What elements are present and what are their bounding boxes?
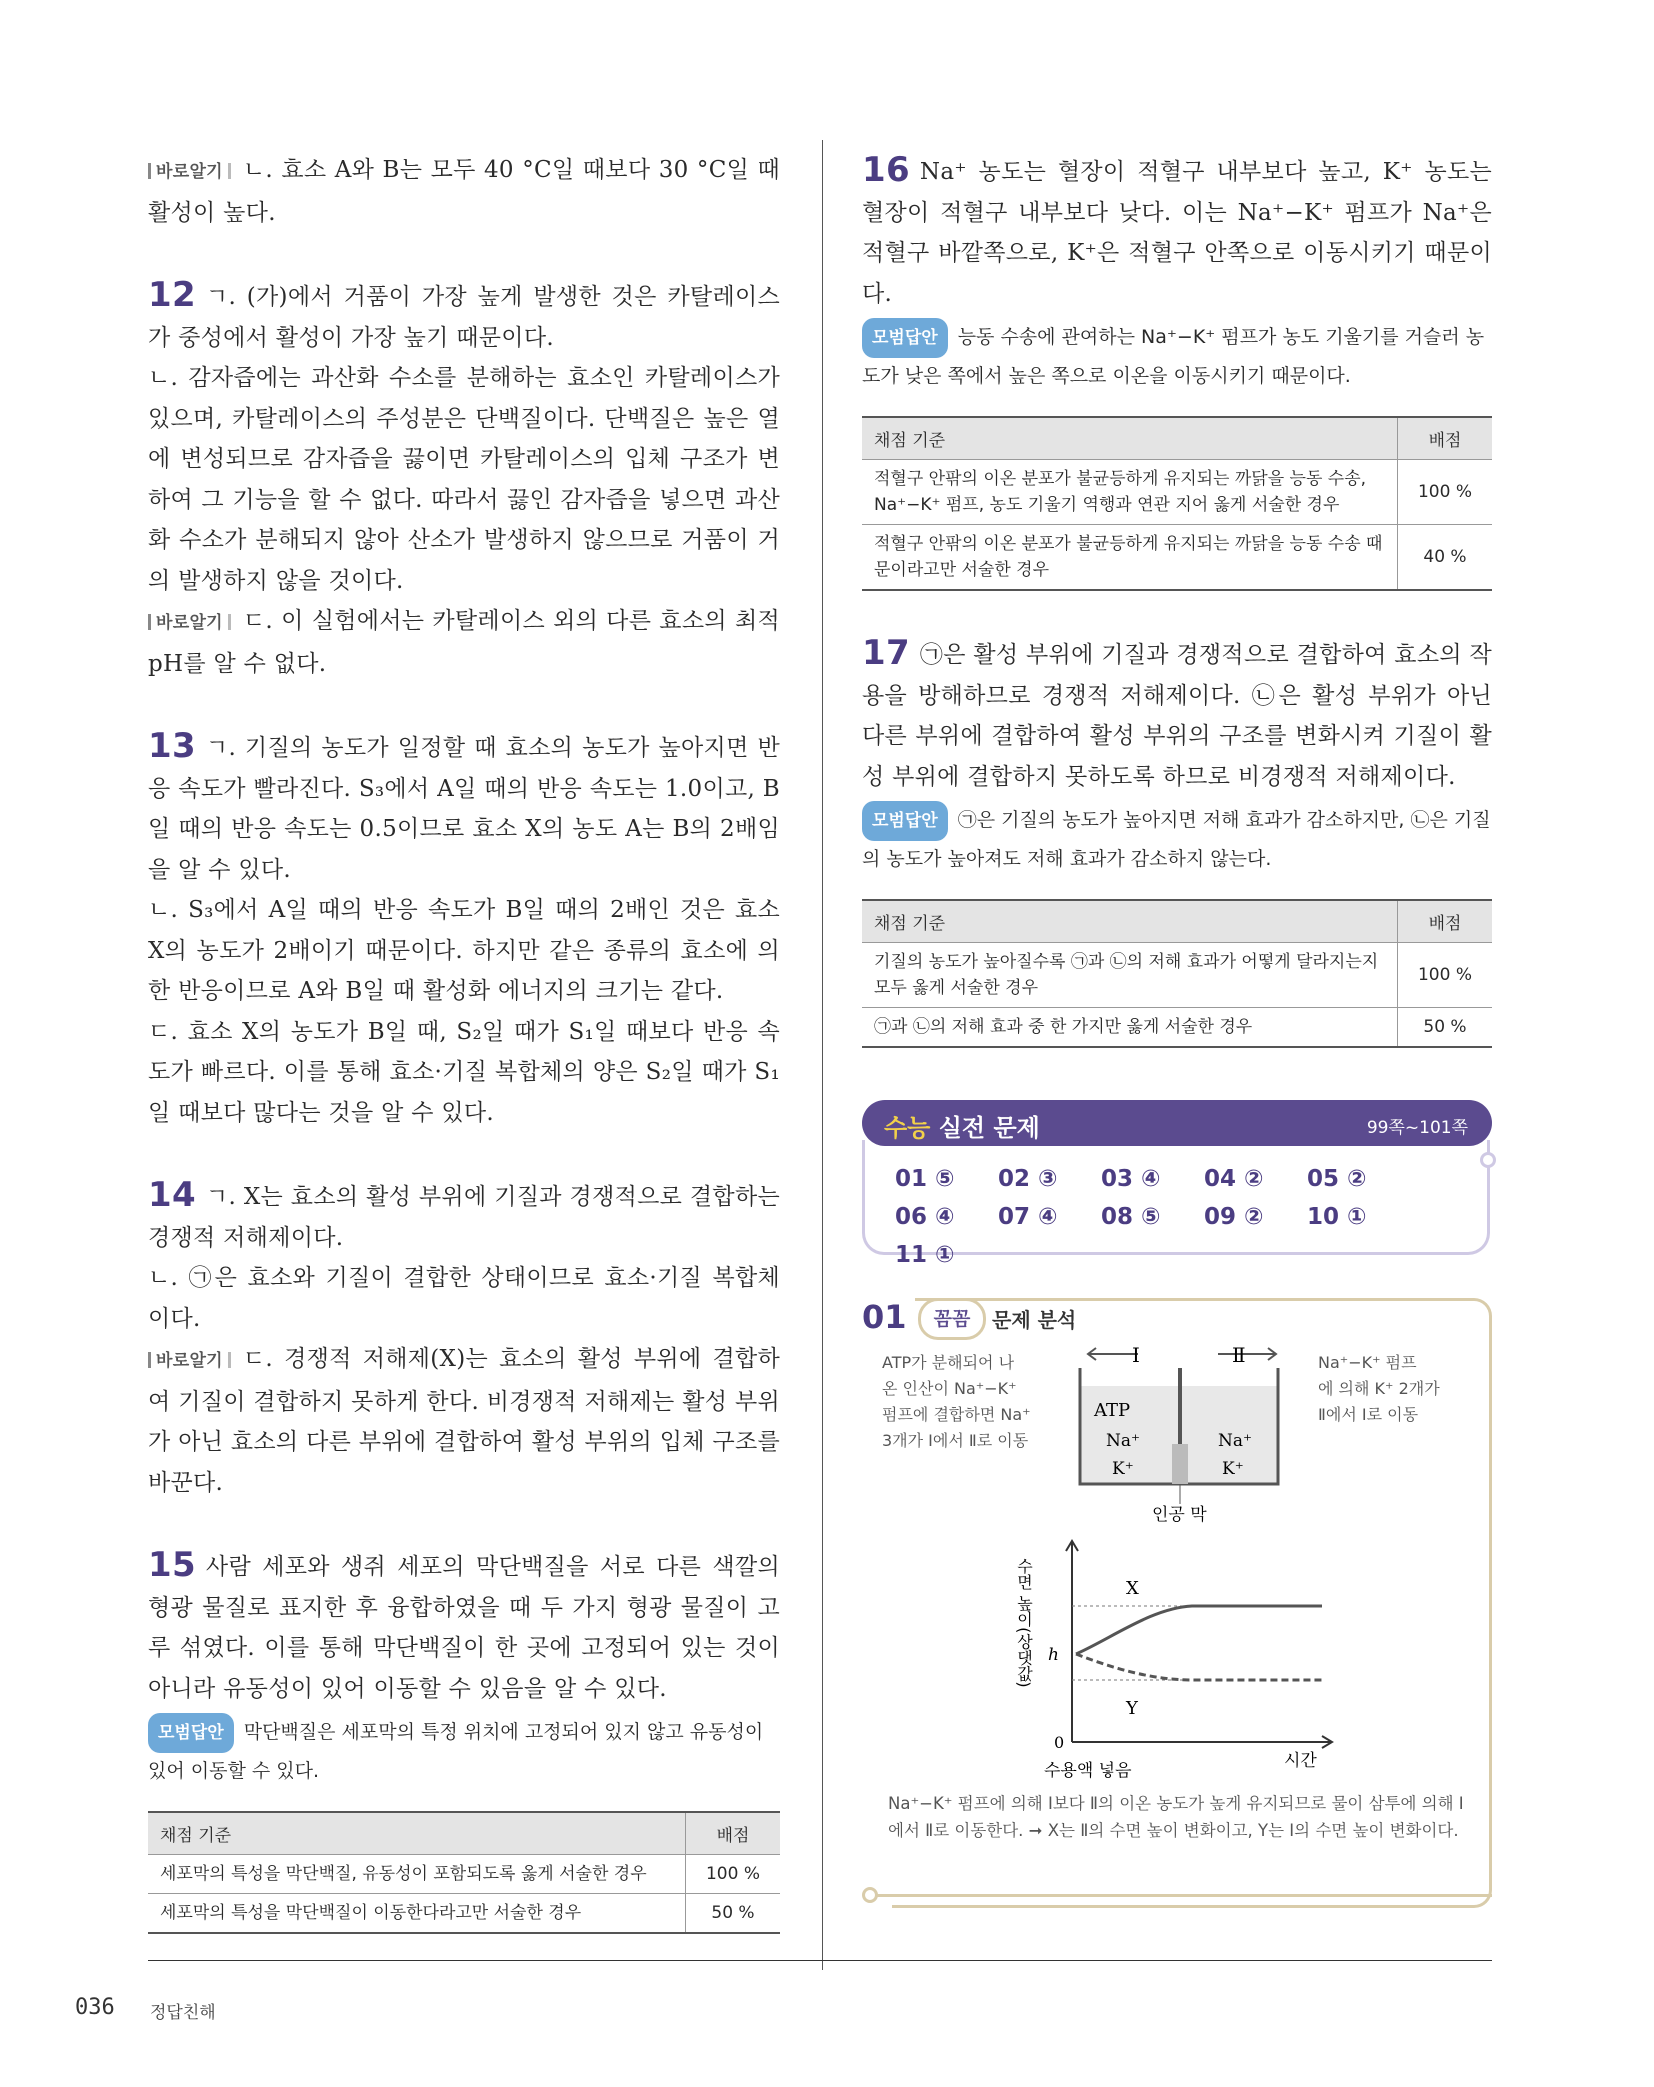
table-row xyxy=(862,460,1492,525)
page-number: 036 xyxy=(75,1995,115,2020)
table-header-points: 배점 xyxy=(686,1812,781,1855)
note-line: 에 의해 K⁺ 2개가 xyxy=(1318,1379,1440,1398)
right-column xyxy=(862,150,1492,1090)
q15-scoring-table xyxy=(148,1811,780,1934)
box-knob-icon xyxy=(1480,1152,1496,1168)
answer-item: 04 ② xyxy=(1204,1166,1264,1192)
x-axis-label: 시간 xyxy=(1284,1751,1317,1771)
side-II-label: Ⅱ xyxy=(1232,1343,1246,1367)
table-cell: 50 % xyxy=(686,1894,781,1934)
footer-title: 정답친해 xyxy=(150,2003,216,2023)
q13-number: 13 xyxy=(148,726,196,766)
barro-badge: 바로알기 xyxy=(148,603,237,644)
q12-line-1: ㄱ. (가)에서 거품이 가장 높게 발생한 것은 카탈레이스가 중성에서 활성이 가장 높기 때문이다. xyxy=(148,284,780,351)
answer-item: 08 ⑤ xyxy=(1101,1204,1161,1230)
table-cell: 100 % xyxy=(686,1855,781,1894)
table-row xyxy=(862,943,1492,1008)
table-header-points: 배점 xyxy=(1398,417,1493,460)
analysis-section-01 xyxy=(862,1298,1492,1918)
table-cell: 기질의 농도가 높아질수록 ㉠과 ㉡의 저해 효과가 어떻게 달라지는지 모두 옳게 서술한 경우 xyxy=(862,943,1398,1008)
side-I-label: Ⅰ xyxy=(1132,1343,1140,1367)
q16-text: Na⁺ 농도는 혈장이 적혈구 내부보다 높고, K⁺ 농도는 혈장이 적혈구 내부보다 낮다. 이는 Na⁺−K⁺ 펌프가 Na⁺은 적혈구 바깥쪽으로, K⁺은 적혈구 안쪽으로 이동시키기 때문이다. xyxy=(862,159,1492,307)
curve-Y xyxy=(1076,1654,1322,1680)
q17 xyxy=(862,633,1492,1048)
analysis-explanation: Na⁺−K⁺ 펌프에 의해 Ⅰ보다 Ⅱ의 이온 농도가 높게 유지되므로 물이 삼투에 의해 Ⅰ에서 Ⅱ로 이동한다. ➞ X는 Ⅱ의 수면 높이 변화이고, Y는 Ⅰ의 수면 높이 변화이다. xyxy=(888,1794,1464,1840)
q17-number: 17 xyxy=(862,633,910,673)
q12-barro-text: ㄷ. 이 실험에서는 카탈레이스 외의 다른 효소의 최적 pH를 알 수 없다. xyxy=(148,608,780,677)
q15 xyxy=(148,1545,780,1934)
curve-X xyxy=(1076,1606,1322,1654)
answer-key-box xyxy=(862,1140,1490,1268)
q14 xyxy=(148,1175,780,1503)
q17-scoring-table xyxy=(862,899,1492,1048)
atp-label: ATP xyxy=(1094,1400,1131,1421)
q17-text: ㉠은 활성 부위에 기질과 경쟁적으로 결합하여 효소의 작용을 방해하므로 경쟁적 저해제이다. ㉡은 활성 부위가 아닌 다른 부위에 결합하여 활성 부위의 구조를 변화시켜 기질이 활성 부위에 결합하지 못하도록 하므로 비경쟁적 저해제이다. xyxy=(862,642,1492,790)
q11-text: ㄴ. 효소 A와 B는 모두 40 °C일 때보다 30 °C일 때 활성이 높다. xyxy=(148,157,780,226)
frame-knob-icon xyxy=(862,1887,878,1903)
column-divider xyxy=(822,140,823,1970)
answer-item: 07 ④ xyxy=(998,1204,1058,1230)
membrane-label: 인공 막 xyxy=(1152,1505,1207,1525)
na-label-right: Na⁺ xyxy=(1218,1431,1252,1451)
suneung-pages: 99쪽~101쪽 xyxy=(1366,1118,1468,1138)
answer-item: 05 ② xyxy=(1307,1166,1367,1192)
table-row xyxy=(862,1008,1492,1048)
analysis-number: 01 xyxy=(862,1298,915,1336)
table-header-points: 배점 xyxy=(1398,900,1493,943)
membrane-pump-icon xyxy=(1172,1444,1188,1484)
table-cell: 세포막의 특성을 막단백질, 유동성이 포함되도록 옳게 서술한 경우 xyxy=(148,1855,686,1894)
x-note-label: 수용액 넣음 xyxy=(1044,1761,1132,1781)
barro-badge: 바로알기 xyxy=(148,152,237,193)
table-row xyxy=(148,1894,780,1934)
q15-number: 15 xyxy=(148,1545,196,1585)
table-header-criteria: 채점 기준 xyxy=(148,1812,686,1855)
table-cell: 40 % xyxy=(1398,525,1493,591)
answer-item: 02 ③ xyxy=(998,1166,1058,1192)
q16-model-answer: 능동 수송에 관여하는 Na⁺−K⁺ 펌프가 농도 기울기를 거슬러 농도가 낮은 쪽에서 높은 쪽으로 이온을 이동시키기 때문이다. xyxy=(862,326,1485,387)
analysis-title: 문제 분석 xyxy=(992,1304,1082,1333)
answer-item: 11 ① xyxy=(895,1242,955,1268)
suneung-title-b: 실전 문제 xyxy=(938,1114,1040,1142)
h-label: h xyxy=(1048,1645,1059,1665)
table-cell: 50 % xyxy=(1398,1008,1493,1048)
q13-line-1: ㄱ. 기질의 농도가 일정할 때 효소의 농도가 높아지면 반응 속도가 빨라진다. S₃에서 A일 때의 반응 속도는 1.0이고, B일 때의 반응 속도는 0.5이므로 효소 X의 농도 A는 B의 2배임을 알 수 있다. xyxy=(148,735,780,883)
table-cell: 적혈구 안팎의 이온 분포가 불균등하게 유지되는 까닭을 능동 수송 때문이라고만 서술한 경우 xyxy=(862,525,1398,591)
q16-number: 16 xyxy=(862,150,910,190)
q12-line-2: ㄴ. 감자즙에는 과산화 수소를 분해하는 효소인 카탈레이스가 있으며, 카탈레이스의 주성분은 단백질이다. 단백질은 높은 열에 변성되므로 감자즙을 끓이면 카탈레이스의 입체 구조가 변하여 그 기능을 할 수 없다. 따라서 끓인 감자즙을 넣으면 과산화 수소가 분해되지 않아 산소가 발생하지 않으므로 거품이 거의 발생하지 않을 것이다. xyxy=(148,365,780,594)
analysis-frame-bottom xyxy=(872,1894,1492,1897)
table-row xyxy=(862,525,1492,591)
table-header-criteria: 채점 기준 xyxy=(862,417,1398,460)
kkomkkom-tag: 꼼꼼 xyxy=(918,1298,986,1340)
q13 xyxy=(148,726,780,1133)
q16 xyxy=(862,150,1492,591)
note-line: Ⅱ에서 Ⅰ로 이동 xyxy=(1318,1405,1419,1424)
answer-item: 09 ② xyxy=(1204,1204,1264,1230)
table-cell: 100 % xyxy=(1398,943,1493,1008)
table-cell: 적혈구 안팎의 이온 분포가 불균등하게 유지되는 까닭을 능동 수송, Na⁺−K⁺ 펌프, 농도 기울기 역행과 연관 지어 옳게 서술한 경우 xyxy=(862,460,1398,525)
q15-text: 사람 세포와 생쥐 세포의 막단백질을 서로 다른 색깔의 형광 물질로 표지한 후 융합하였을 때 두 가지 형광 물질이 고루 섞였다. 이를 통해 막단백질이 한 곳에 고정되어 있는 것이 아니라 유동성이 있어 이동할 수 있음을 알 수 있다. xyxy=(148,1554,780,1702)
note-line: 3개가 Ⅰ에서 Ⅱ로 이동 xyxy=(882,1431,1029,1450)
curve-Y-label: Y xyxy=(1126,1698,1138,1719)
pump-diagram xyxy=(862,1338,1492,1838)
note-line: Na⁺−K⁺ 펌프 xyxy=(1318,1353,1417,1372)
table-cell: 100 % xyxy=(1398,460,1493,525)
note-line: 온 인산이 Na⁺−K⁺ xyxy=(882,1379,1017,1398)
q14-number: 14 xyxy=(148,1175,196,1215)
note-line: 펌프에 결합하면 Na⁺ xyxy=(882,1405,1031,1424)
answer-item: 10 ① xyxy=(1307,1204,1367,1230)
q17-model-answer: ㉠은 기질의 농도가 높아지면 저해 효과가 감소하지만, ㉡은 기질의 농도가 높아져도 저해 효과가 감소하지 않는다. xyxy=(862,809,1491,870)
table-header-criteria: 채점 기준 xyxy=(862,900,1398,943)
table-cell: 세포막의 특성을 막단백질이 이동한다라고만 서술한 경우 xyxy=(148,1894,686,1934)
q11-continued xyxy=(148,150,780,233)
answer-grid xyxy=(895,1160,1485,1274)
table-row xyxy=(148,1855,780,1894)
q13-line-2: ㄴ. S₃에서 A일 때의 반응 속도가 B일 때의 2배인 것은 효소 X의 농도가 2배이기 때문이다. 하지만 같은 종류의 효소에 의한 반응이므로 A와 B일 때 활성화 에너지의 크기는 같다. xyxy=(148,897,780,1004)
note-line: ATP가 분해되어 나 xyxy=(882,1353,1015,1372)
curve-X-label: X xyxy=(1126,1578,1139,1599)
model-answer-badge: 모범답안 xyxy=(148,1713,234,1753)
table-cell: ㉠과 ㉡의 저해 효과 중 한 가지만 옳게 서술한 경우 xyxy=(862,1008,1398,1048)
answer-item: 01 ⑤ xyxy=(895,1166,955,1192)
suneung-title-a: 수능 xyxy=(884,1114,931,1142)
q13-line-3: ㄷ. 효소 X의 농도가 B일 때, S₂일 때가 S₁일 때보다 반응 속도가 빠르다. 이를 통해 효소·기질 복합체의 양은 S₂일 때가 S₁일 때보다 많다는 것을 알 수 있다. xyxy=(148,1018,780,1126)
q15-model-answer: 막단백질은 세포막의 특정 위치에 고정되어 있지 않고 유동성이 있어 이동할 수 있다. xyxy=(148,1721,764,1782)
na-label-left: Na⁺ xyxy=(1106,1431,1140,1451)
y-axis-label: 수면 높이(상댓값) xyxy=(1014,1558,1034,1688)
answer-item: 06 ④ xyxy=(895,1204,955,1230)
q14-line-1: ㄱ. X는 효소의 활성 부위에 기질과 경쟁적으로 결합하는 경쟁적 저해제이다. xyxy=(148,1184,780,1251)
zero-label: 0 xyxy=(1054,1733,1065,1752)
q12 xyxy=(148,275,780,684)
left-column xyxy=(148,150,780,1976)
k-label-left: K⁺ xyxy=(1112,1459,1134,1479)
answer-item: 03 ④ xyxy=(1101,1166,1161,1192)
q14-barro-text: ㄷ. 경쟁적 저해제(X)는 효소의 활성 부위에 결합하여 기질이 결합하지 못하게 한다. 비경쟁적 저해제는 활성 부위가 아닌 효소의 다른 부위에 결합하여 활성 부위의 입체 구조를 바꾼다. xyxy=(148,1346,780,1496)
k-label-right: K⁺ xyxy=(1222,1459,1244,1479)
q16-scoring-table xyxy=(862,416,1492,591)
q12-number: 12 xyxy=(148,275,196,315)
footer-rule xyxy=(148,1960,1492,1961)
barro-badge: 바로알기 xyxy=(148,1341,237,1382)
model-answer-badge: 모범답안 xyxy=(862,318,948,358)
model-answer-badge: 모범답안 xyxy=(862,801,948,841)
q14-line-2: ㄴ. ㉠은 효소와 기질이 결합한 상태이므로 효소·기질 복합체이다. xyxy=(148,1265,780,1332)
